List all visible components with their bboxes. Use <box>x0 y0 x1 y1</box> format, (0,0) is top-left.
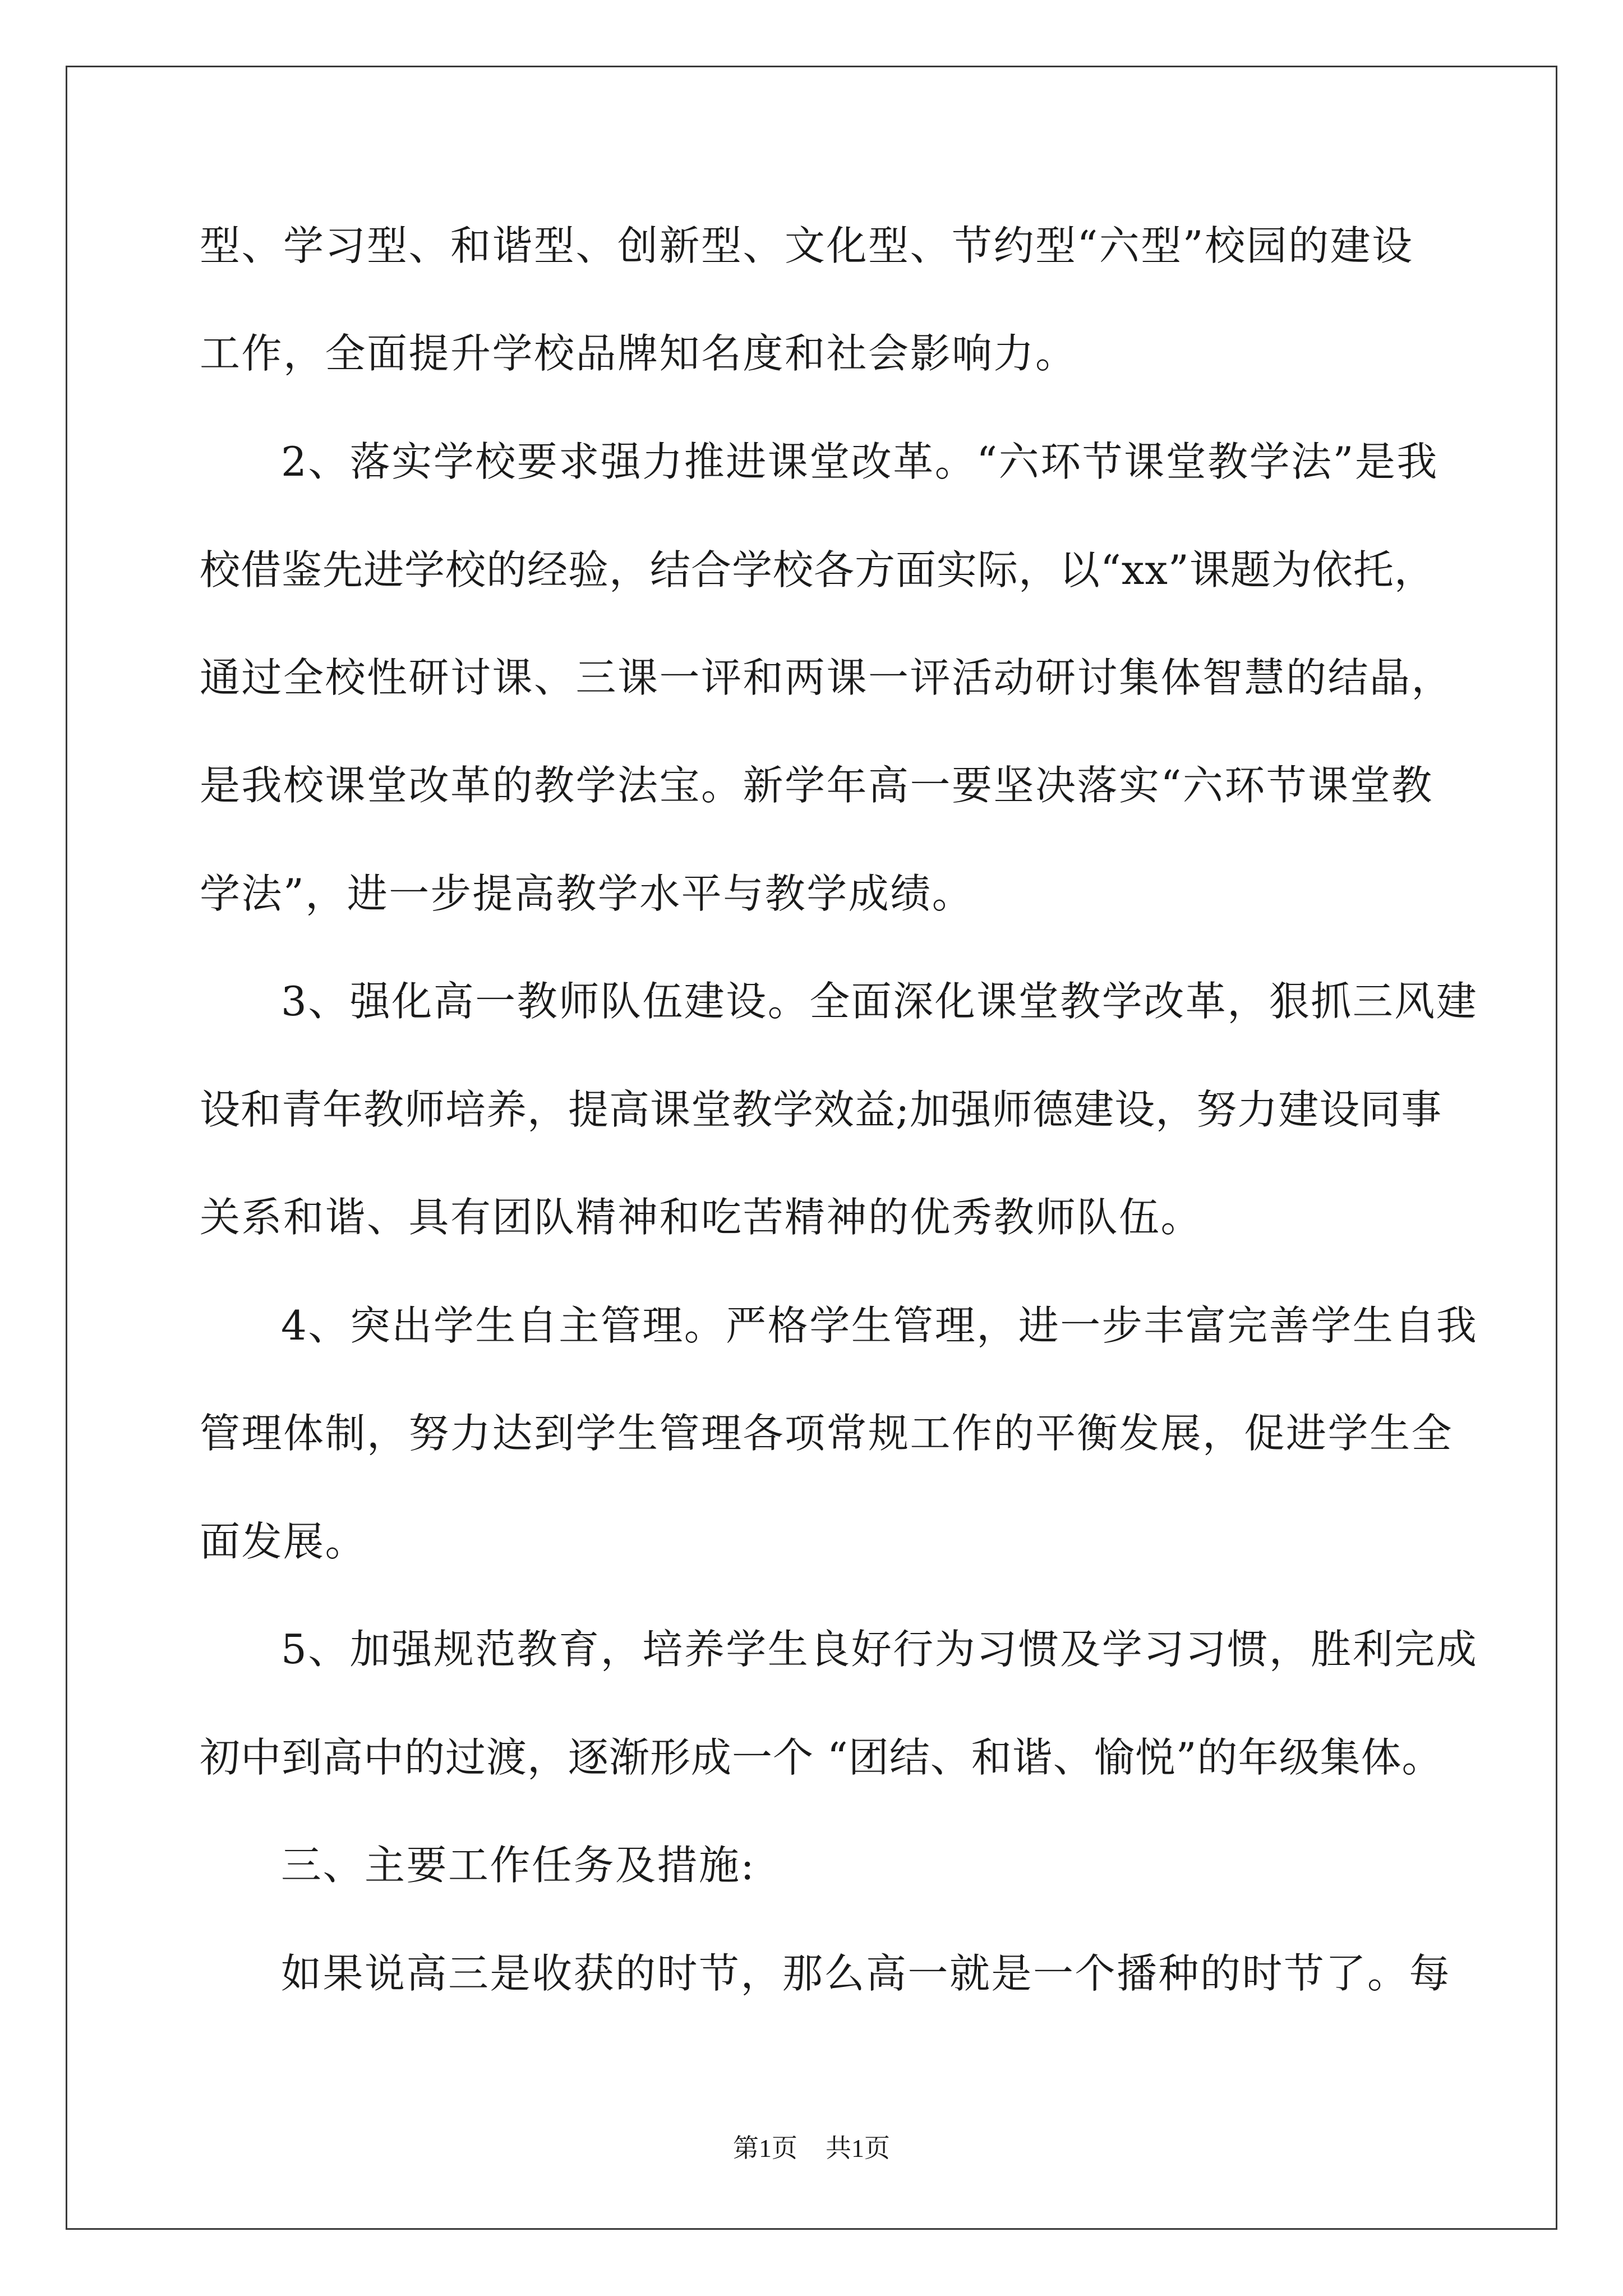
text-line: 关系和谐、具有团队精神和吃苦精神的优秀教师队伍。 <box>200 1194 1203 1241</box>
paragraph-3-start: 3、强化高一教师队伍建设。全面深化课堂教学改革，狠抓三风建 <box>281 978 1478 1025</box>
paragraph-2-start: 2、落实学校要求强力推进课堂改革。“六环节课堂教学法”是我 <box>281 438 1438 485</box>
paragraph-start: 如果说高三是收获的时节，那么高一就是一个播种的时节了。每 <box>281 1950 1451 1997</box>
text-line: 工作，全面提升学校品牌知名度和社会影响力。 <box>200 330 1077 377</box>
text-line: 型、学习型、和谐型、创新型、文化型、节约型“六型”校园的建设 <box>200 222 1414 269</box>
section-heading: 三、主要工作任务及措施: <box>281 1842 756 1889</box>
text-line: 校借鉴先进学校的经验，结合学校各方面实际，以“xx”课题为依托， <box>200 546 1435 593</box>
text-line: 面发展。 <box>200 1518 367 1565</box>
text-line: 管理体制，努力达到学生管理各项常规工作的平衡发展，促进学生全 <box>200 1410 1454 1457</box>
text-line: 设和青年教师培养，提高课堂教学效益;加强师德建设，努力建设同事 <box>200 1086 1442 1133</box>
page-number: 第1页 <box>733 2134 797 2162</box>
text-line: 初中到高中的过渡，逐渐形成一个 “团结、和谐、愉悦”的年级集体。 <box>200 1734 1443 1781</box>
page-footer <box>0 2132 1623 2165</box>
paragraph-5-start: 5、加强规范教育，培养学生良好行为习惯及学习习惯，胜利完成 <box>281 1626 1478 1673</box>
paragraph-4-start: 4、突出学生自主管理。严格学生管理，进一步丰富完善学生自我 <box>281 1302 1478 1349</box>
text-line: 是我校课堂改革的教学法宝。新学年高一要坚决落实“六环节课堂教 <box>200 762 1433 809</box>
text-line: 学法”，进一步提高教学水平与教学成绩。 <box>200 870 974 917</box>
page-border <box>66 66 1557 2230</box>
page-total: 共1页 <box>826 2134 890 2162</box>
text-line: 通过全校性研讨课、三课一评和两课一评活动研讨集体智慧的结晶， <box>200 654 1454 701</box>
